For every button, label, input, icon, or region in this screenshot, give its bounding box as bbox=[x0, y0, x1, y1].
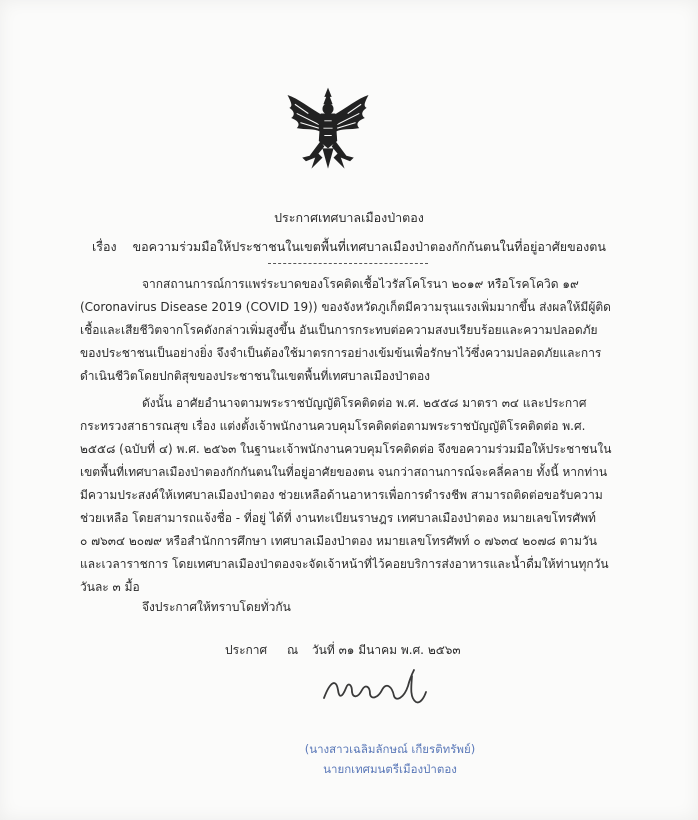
paragraph-line: ของประชาชนเป็นอย่างยิ่ง จึงจำเป็นต้องใช้มาตรการอย่างเข้มข้นเพื่อรักษาไว้ซึ่งความปลอดภัยและการ bbox=[80, 346, 602, 360]
paragraph-line: จากสถานการณ์การแพร่ระบาดของโรคติดเชื้อไวรัสโคโรนา ๒๐๑๙ หรือโรคโควิด ๑๙ bbox=[142, 277, 579, 291]
subject-text: ขอความร่วมมือให้ประชาชนในเขตพื้นที่เทศบาลเมืองป่าตองกักกันตนในที่อยู่อาศัยของตน bbox=[132, 239, 606, 254]
date-line bbox=[225, 641, 461, 660]
paragraph-1 bbox=[80, 273, 650, 388]
date-label: ประกาศ bbox=[225, 643, 268, 657]
garuda-emblem-icon bbox=[282, 84, 374, 176]
paragraph-line: เขตพื้นที่เทศบาลเมืองป่าตองกักกันตนในที่อยู่อาศัยของตน จนกว่าสถานการณ์จะคลี่คลาย ทั้งนี้ หากท่าน bbox=[80, 465, 608, 479]
paragraph-line: (Coronavirus Disease 2019 (COVID 19)) ของจังหวัดภูเก็ตมีความรุนแรงเพิ่มมากขึ้น ส่งผลให้มีผู้ติด bbox=[80, 300, 611, 314]
signer-name: (นางสาวเฉลิมลักษณ์ เกียรติทรัพย์) bbox=[304, 742, 476, 756]
closing-statement: จึงประกาศให้ทราบโดยทั่วกัน bbox=[142, 600, 291, 614]
date-text: วันที่ ๓๑ มีนาคม พ.ศ. ๒๕๖๓ bbox=[311, 643, 461, 657]
paragraph-line: เชื้อและเสียชีวิตจากโรคดังกล่าวเพิ่มสูงขึ้น อันเป็นการกระทบต่อความสงบเรียบร้อยและความปลอดภัย bbox=[80, 323, 598, 337]
handwritten-signature-icon bbox=[320, 668, 430, 714]
signer-position: นายกเทศมนตรีเมืองป่าตอง bbox=[323, 762, 457, 776]
paragraph-line: กระทรวงสาธารณสุข เรื่อง แต่งตั้งเจ้าพนักงานควบคุมโรคติดต่อตามพระราชบัญญัติโรคติดต่อ พ.ศ. bbox=[80, 419, 586, 433]
subject-label: เรื่อง bbox=[92, 239, 117, 254]
paragraph-line: วันละ ๓ มื้อ bbox=[80, 580, 140, 594]
date-on: ณ bbox=[286, 643, 299, 657]
paragraph-line: ดังนั้น อาศัยอำนาจตามพระราชบัญญัติโรคติดต่อ พ.ศ. ๒๕๕๘ มาตรา ๓๔ และประกาศ bbox=[142, 396, 587, 410]
paragraph-line: มีความประสงค์ให้เทศบาลเมืองป่าตอง ช่วยเหลือด้านอาหารเพื่อการดำรงชีพ สามารถติดต่อขอรับความ bbox=[80, 488, 603, 502]
org-title: ประกาศเทศบาลเมืองป่าตอง bbox=[274, 210, 424, 225]
paragraph-line: ช่วยเหลือ โดยสามารถแจ้งชื่อ - ที่อยู่ ได้ที่ งานทะเบียนราษฎร เทศบาลเมืองป่าตอง หมายเลขโทรศัพท์ bbox=[80, 511, 596, 525]
paragraph-line: ๒๕๕๘ (ฉบับที่ ๔) พ.ศ. ๒๕๖๓ ในฐานะเจ้าพนักงานควบคุมโรคติดต่อ จึงขอความร่วมมือให้ประชาชนใน bbox=[80, 442, 612, 456]
paragraph-line: ดำเนินชีวิตโดยปกติสุขของประชาชนในเขตพื้นที่เทศบาลเมืองป่าตอง bbox=[80, 369, 431, 383]
subject-line bbox=[92, 237, 606, 257]
paragraph-line: และเวลาราชการ โดยเทศบาลเมืองป่าตองจะจัดเจ้าหน้าที่ไว้คอยบริการส่งอาหารและน้ำดื่มให้ท่านทุกวัน bbox=[80, 557, 609, 571]
paragraph-line: ๐ ๗๖๓๔ ๒๐๗๙ หรือสำนักการศึกษา เทศบาลเมืองป่าตอง หมายเลขโทรศัพท์ ๐ ๗๖๓๔ ๒๐๗๘ ตามวัน bbox=[80, 534, 597, 548]
paragraph-2 bbox=[80, 392, 650, 599]
dashed-divider bbox=[268, 263, 428, 264]
